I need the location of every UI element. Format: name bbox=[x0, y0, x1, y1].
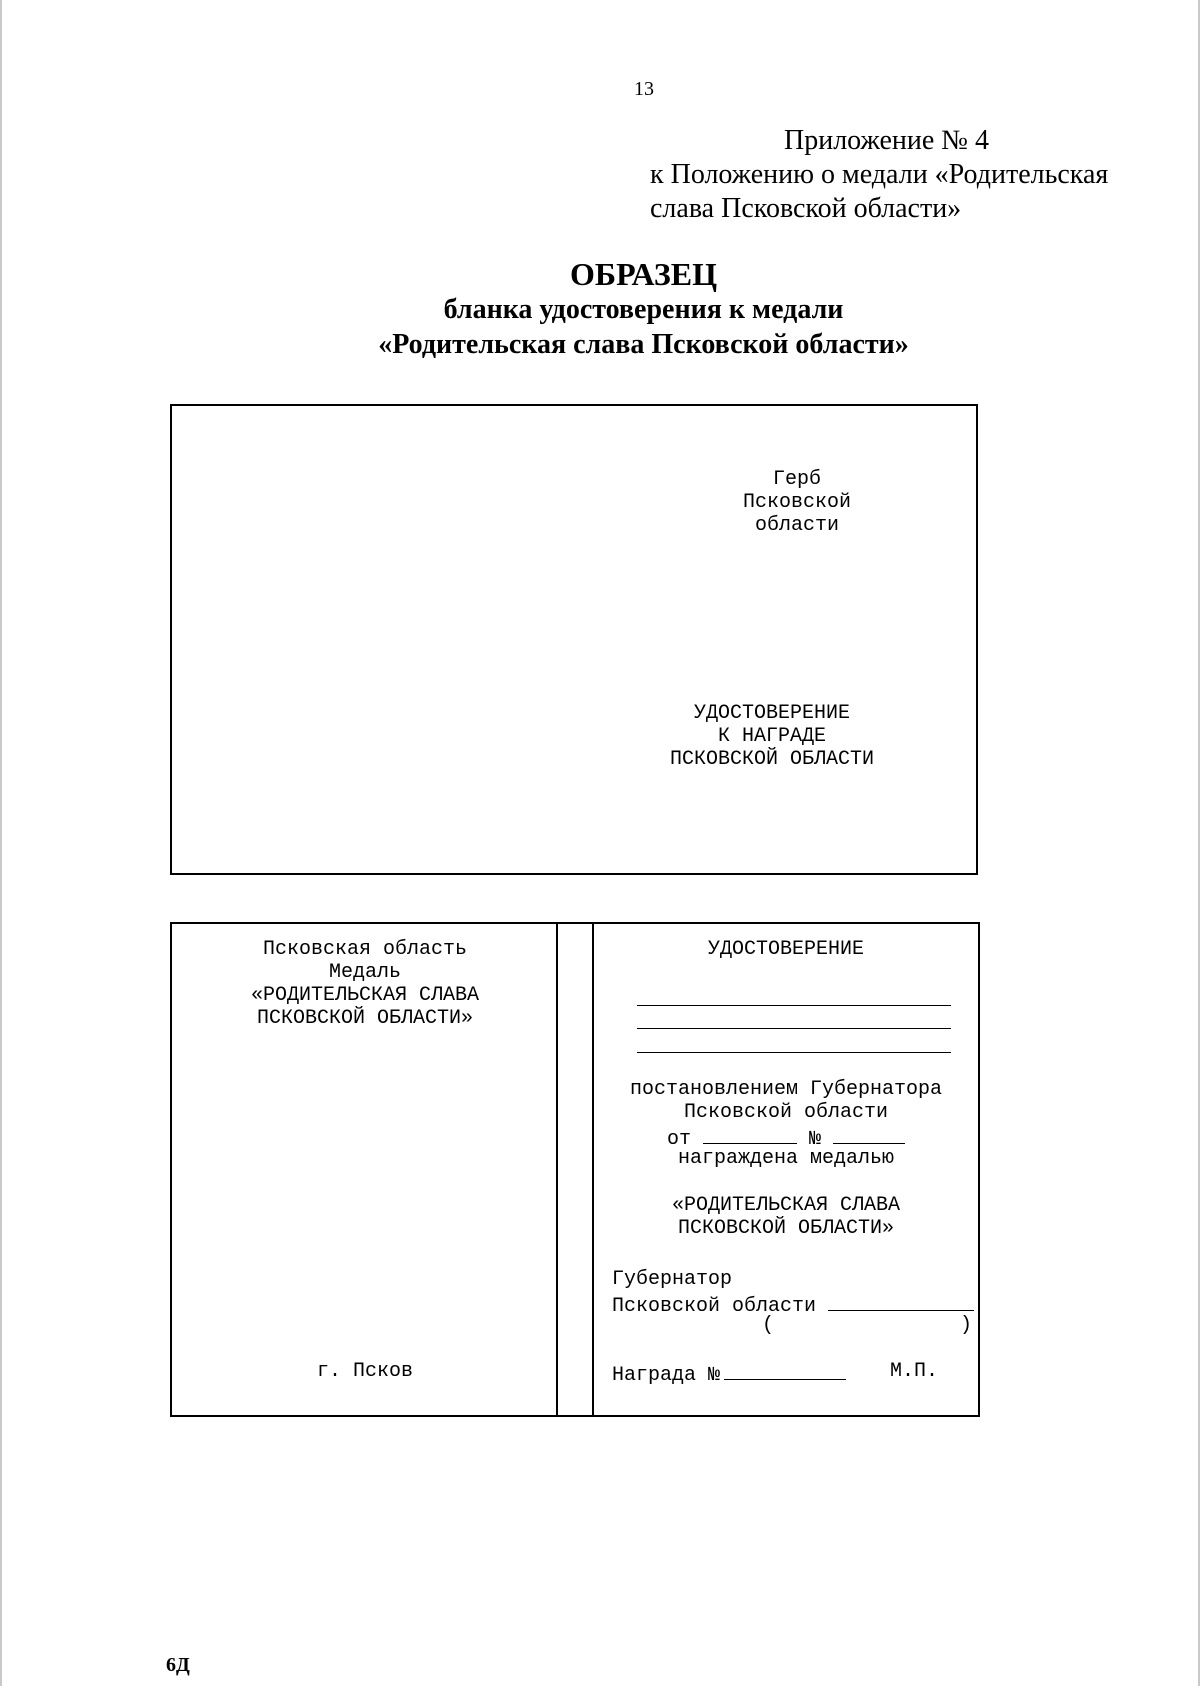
resolution-line: Псковской области bbox=[683, 1101, 889, 1124]
signature-blank bbox=[828, 1291, 974, 1311]
cover-title-line: ПСКОВСКОЙ ОБЛАСТИ bbox=[669, 748, 875, 771]
governor-title: Губернатор bbox=[612, 1268, 733, 1291]
city-label: г. Псков bbox=[316, 1360, 413, 1383]
signature-decoding bbox=[594, 1314, 974, 1337]
region-line: ПСКОВСКОЙ ОБЛАСТИ» bbox=[256, 1007, 474, 1030]
number-sign: № bbox=[809, 1128, 822, 1151]
name-blank-line bbox=[637, 1052, 951, 1053]
award-number-blank bbox=[724, 1360, 846, 1380]
coat-line: Псковской bbox=[742, 491, 852, 514]
awarded-text: награждена медалью bbox=[677, 1147, 895, 1170]
appendix-line-1: Приложение № 4 bbox=[784, 125, 989, 156]
date-prefix: от bbox=[666, 1128, 691, 1151]
medal-name-line: «РОДИТЕЛЬСКАЯ СЛАВА bbox=[671, 1194, 901, 1217]
appendix-note bbox=[650, 124, 1108, 226]
name-blank-line bbox=[637, 1028, 951, 1029]
cover-title bbox=[652, 702, 892, 771]
cover-title-line: К НАГРАДЕ bbox=[717, 725, 827, 748]
certificate-cover bbox=[170, 404, 978, 875]
paren-open: ( bbox=[762, 1314, 775, 1337]
paren-close: ) bbox=[960, 1314, 973, 1337]
heading-subtitle-1: бланка удостоверения к медали bbox=[443, 294, 844, 325]
heading-subtitle-2: «Родительская слава Псковской области» bbox=[378, 329, 909, 360]
name-blank-line bbox=[637, 1005, 951, 1006]
medal-name bbox=[594, 1194, 978, 1240]
award-number-row bbox=[612, 1360, 939, 1387]
resolution-line: постановлением Губернатора bbox=[629, 1078, 943, 1101]
page-number: 13 bbox=[634, 78, 654, 100]
spread-spine bbox=[558, 924, 594, 1415]
spread-right-page bbox=[594, 924, 978, 1415]
resolution-text bbox=[594, 1078, 978, 1124]
coat-of-arms-placeholder bbox=[702, 468, 892, 537]
certificate-spread bbox=[170, 922, 980, 1417]
footer-code: 6Д bbox=[166, 1654, 190, 1676]
document-heading bbox=[0, 256, 1200, 362]
appendix-line-3: слава Псковской области» bbox=[650, 193, 962, 224]
coat-line: области bbox=[754, 514, 839, 537]
governor-region: Псковской области bbox=[612, 1295, 817, 1318]
region-line: «РОДИТЕЛЬСКАЯ СЛАВА bbox=[250, 984, 480, 1007]
region-line: Медаль bbox=[328, 961, 401, 984]
appendix-line-2: к Положению о медали «Родительская bbox=[650, 159, 1109, 190]
spread-left-page bbox=[172, 924, 558, 1415]
medal-name-line: ПСКОВСКОЙ ОБЛАСТИ» bbox=[677, 1217, 895, 1240]
coat-line: Герб bbox=[772, 468, 821, 491]
region-medal-block bbox=[172, 938, 558, 1030]
governor-signature-block bbox=[612, 1268, 974, 1318]
award-label: Награда № bbox=[612, 1364, 721, 1387]
certificate-title: УДОСТОВЕРЕНИЕ bbox=[707, 938, 865, 961]
number-blank bbox=[833, 1124, 905, 1144]
stamp-place: М.П. bbox=[890, 1360, 939, 1383]
scan-edge-left bbox=[0, 0, 2, 1686]
heading-title: ОБРАЗЕЦ bbox=[570, 256, 717, 292]
date-blank bbox=[703, 1124, 797, 1144]
region-line: Псковская область bbox=[262, 938, 468, 961]
cover-title-line: УДОСТОВЕРЕНИЕ bbox=[693, 702, 851, 725]
